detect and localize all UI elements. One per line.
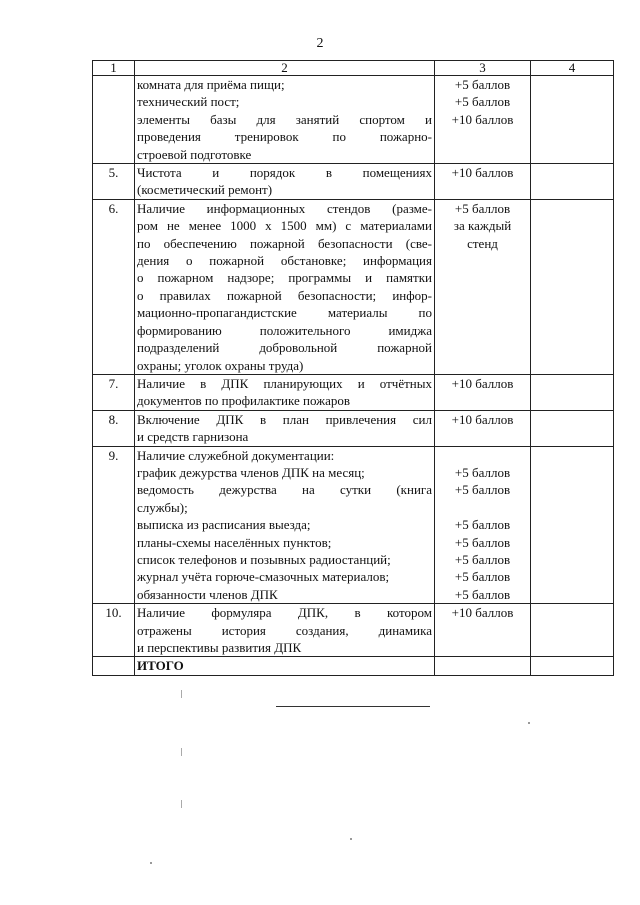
table-row bbox=[93, 374, 614, 410]
points-line: +10 баллов bbox=[451, 375, 514, 391]
criterion-line: комната для приёма пищи; bbox=[137, 77, 285, 92]
points-line: +10 баллов bbox=[451, 411, 514, 427]
criterion-line: график дежурства членов ДПК на месяц; bbox=[137, 464, 365, 480]
score-cell bbox=[531, 604, 614, 657]
score-cell bbox=[531, 199, 614, 374]
criterion-line: дения о пожарной обстановке; информация bbox=[137, 253, 432, 269]
criterion-line: Наличие в ДПК планирующих и отчётных bbox=[137, 375, 432, 391]
table-row bbox=[93, 164, 614, 200]
criterion-line: строевой подготовке bbox=[137, 146, 252, 162]
points-line: +10 баллов bbox=[451, 165, 514, 181]
criterion-line: ром не менее 1000 х 1500 мм) с материалами bbox=[137, 218, 432, 234]
header-col-2: 2 bbox=[135, 61, 435, 76]
table-row bbox=[93, 199, 614, 374]
criterion-line: элементы базы для занятий спортом и bbox=[137, 111, 432, 127]
points-line: +5 баллов bbox=[454, 534, 511, 550]
points-cell bbox=[435, 446, 531, 604]
table-row bbox=[93, 410, 614, 446]
points-cell bbox=[435, 199, 531, 374]
points-line: за каждый bbox=[453, 218, 512, 234]
points-cell bbox=[435, 604, 531, 657]
total-label: ИТОГО bbox=[135, 657, 435, 675]
criterion-line: отражены история создания, динамика bbox=[137, 622, 432, 638]
row-number: 8. bbox=[93, 410, 135, 446]
row-number: 10. bbox=[93, 604, 135, 657]
total-row bbox=[93, 657, 614, 675]
criterion-line: мационно-пропагандистские материалы по bbox=[137, 305, 432, 321]
points-line: +5 баллов bbox=[454, 569, 511, 585]
scan-mark bbox=[181, 800, 182, 808]
points-line: +5 баллов bbox=[454, 77, 511, 92]
score-cell bbox=[531, 164, 614, 200]
criterion-line: Чистота и порядок в помещениях bbox=[137, 165, 432, 181]
points-cell bbox=[435, 410, 531, 446]
criterion-line: ведомость дежурства на сутки (книга bbox=[137, 482, 432, 498]
criterion-line: по обеспечению пожарной безопасности (све- bbox=[137, 235, 432, 251]
points-line: +5 баллов bbox=[454, 482, 511, 498]
criterion-line: охраны; уголок охраны труда) bbox=[137, 357, 304, 373]
criterion-line: обязанности членов ДПК bbox=[137, 586, 278, 602]
points-line: +5 баллов bbox=[454, 586, 511, 602]
row-number: 5. bbox=[93, 164, 135, 200]
page-number: 2 bbox=[316, 36, 324, 51]
total-points-cell bbox=[435, 657, 531, 675]
criterion-line: о пожарном надзоре; программы и памятки bbox=[137, 270, 432, 286]
criterion-line: технический пост; bbox=[137, 94, 240, 110]
points-line: стенд bbox=[467, 235, 498, 251]
points-line: +5 баллов bbox=[454, 551, 511, 567]
points-line bbox=[437, 447, 528, 464]
closing-rule bbox=[276, 706, 430, 707]
criterion-line: планы-схемы населённых пунктов; bbox=[137, 534, 332, 550]
points-line: +10 баллов bbox=[451, 111, 514, 127]
criterion-description bbox=[135, 604, 435, 657]
points-cell bbox=[435, 76, 531, 164]
scan-mark bbox=[150, 862, 152, 864]
table-row bbox=[93, 446, 614, 604]
criterion-line: и средств гарнизона bbox=[137, 429, 249, 445]
table-row bbox=[93, 604, 614, 657]
points-line: +5 баллов bbox=[454, 94, 511, 110]
header-col-4: 4 bbox=[531, 61, 614, 76]
criterion-line: о правилах пожарной безопасности; инфор- bbox=[137, 287, 432, 303]
score-cell bbox=[531, 446, 614, 604]
criterion-description bbox=[135, 374, 435, 410]
header-col-1: 1 bbox=[93, 61, 135, 76]
points-line: +5 баллов bbox=[454, 464, 511, 480]
criteria-table bbox=[92, 60, 614, 676]
row-number: 9. bbox=[93, 446, 135, 604]
points-line bbox=[437, 499, 528, 516]
points-line: +5 баллов bbox=[454, 200, 511, 216]
total-score-cell bbox=[531, 657, 614, 675]
criterion-line: (косметический ремонт) bbox=[137, 182, 273, 198]
criterion-line: Наличие служебной документации: bbox=[137, 447, 335, 463]
criterion-line: список телефонов и позывных радиостанций; bbox=[137, 551, 391, 567]
score-cell bbox=[531, 374, 614, 410]
score-cell bbox=[531, 410, 614, 446]
points-line: +5 баллов bbox=[454, 517, 511, 533]
points-line: +10 баллов bbox=[451, 605, 514, 621]
score-cell bbox=[531, 76, 614, 164]
scan-mark bbox=[181, 748, 182, 756]
criterion-line: и перспективы развития ДПК bbox=[137, 640, 302, 655]
points-cell bbox=[435, 374, 531, 410]
table-header-row bbox=[93, 61, 614, 76]
criterion-description bbox=[135, 446, 435, 604]
criterion-description bbox=[135, 410, 435, 446]
criterion-line: подразделений добровольной пожарной bbox=[137, 340, 432, 356]
criterion-line: Наличие информационных стендов (разме- bbox=[137, 200, 432, 216]
criterion-line: выписка из расписания выезда; bbox=[137, 517, 311, 533]
criterion-line: проведения тренировок по пожарно- bbox=[137, 129, 432, 145]
row-number: 7. bbox=[93, 374, 135, 410]
criterion-description bbox=[135, 76, 435, 164]
row-number: 6. bbox=[93, 199, 135, 374]
criterion-line: Включение ДПК в план привлечения сил bbox=[137, 411, 432, 427]
total-number-cell bbox=[93, 657, 135, 675]
criterion-line: Наличие формуляра ДПК, в котором bbox=[137, 605, 432, 621]
scan-mark bbox=[528, 722, 530, 724]
criterion-line: службы); bbox=[137, 499, 188, 515]
criterion-line: формированию положительного имиджа bbox=[137, 322, 432, 338]
scan-mark bbox=[350, 838, 352, 840]
criterion-description bbox=[135, 164, 435, 200]
scan-mark bbox=[181, 690, 182, 698]
criterion-line: документов по профилактике пожаров bbox=[137, 393, 351, 409]
points-cell bbox=[435, 164, 531, 200]
criterion-line: журнал учёта горюче-смазочных материалов; bbox=[137, 569, 390, 585]
criterion-description bbox=[135, 199, 435, 374]
header-col-3: 3 bbox=[435, 61, 531, 76]
table-row bbox=[93, 76, 614, 164]
row-number bbox=[93, 76, 135, 164]
